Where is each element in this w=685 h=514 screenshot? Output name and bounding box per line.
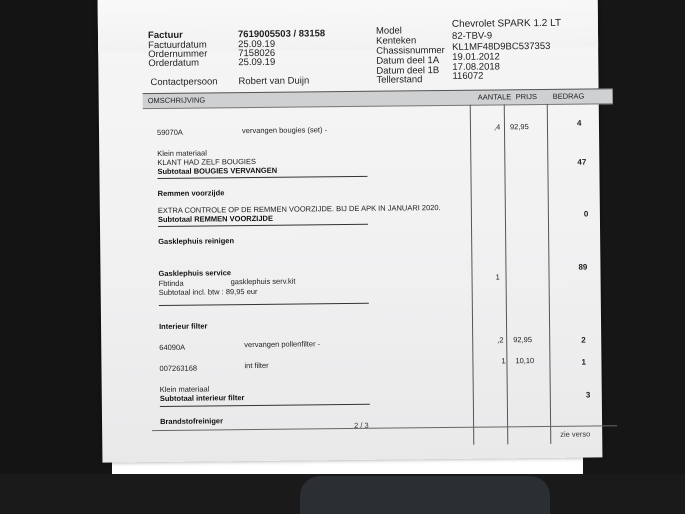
- page-footer-rule: [152, 425, 617, 431]
- line-description: vervangen pollenfilter -: [244, 339, 321, 350]
- line-description: int filter: [244, 360, 269, 371]
- kenteken-value: 82-TBV-9: [451, 30, 493, 42]
- subtotal-rule: [160, 404, 370, 407]
- klant-note: KLANT HAD ZELF BOUGIES: [157, 156, 257, 168]
- column-divider: [470, 105, 475, 445]
- subtotal-rule: [157, 176, 367, 179]
- chassis-value: KL1MF48D9BC537353: [452, 40, 551, 53]
- page-number: 2 / 3: [354, 420, 369, 430]
- subtotal-remmen-amount: 0: [583, 209, 589, 219]
- klein-materiaal: Klein materiaal: [157, 148, 207, 159]
- col-aantal: AANTALE: [477, 92, 512, 102]
- factuurdatum-value: 25.09.19: [238, 38, 276, 51]
- deel1b-label: Datum deel 1B: [376, 65, 440, 77]
- subtotal-interieur: Subtotaal interieur filter: [159, 393, 245, 404]
- line-amount: 89: [578, 262, 588, 272]
- tellerstand-label: Tellerstand: [376, 74, 423, 86]
- extra-controle-note: EXTRA CONTROLE OP DE REMMEN VOORZIJDE. BIJ DE APK IN JANUARI 2020.: [157, 203, 441, 216]
- line-amount: 2: [581, 335, 586, 345]
- ordernummer-label: Ordernummer: [148, 48, 208, 61]
- column-divider: [504, 104, 509, 444]
- zie-verso: zie verso: [560, 429, 591, 439]
- line-code: 007263168: [159, 363, 198, 374]
- factuurdatum-label: Factuurdatum: [148, 39, 207, 52]
- line-code: 59070A: [156, 127, 183, 138]
- line-amount: 4: [576, 118, 582, 128]
- line-code: Fbtinda: [158, 278, 184, 289]
- line-price: 92,95: [509, 122, 529, 132]
- kenteken-label: Kenteken: [376, 35, 417, 47]
- line-description: gasklephuis serv.kit: [230, 276, 296, 287]
- model-label: Model: [375, 25, 402, 37]
- subtotal-rule: [159, 303, 369, 306]
- factuur-label: Factuur: [147, 29, 183, 42]
- invoice-page: [98, 0, 603, 463]
- subtotal-rule: [158, 224, 368, 227]
- orderdatum-value: 25.09.19: [238, 56, 276, 69]
- column-divider: [547, 104, 552, 444]
- background-left: [0, 0, 112, 514]
- factuur-value: 7619005503 / 83158: [237, 28, 326, 41]
- subtotal-interieur-amount: 3: [585, 390, 591, 400]
- line-code: 64090A: [159, 342, 186, 353]
- line-price: 92,95: [513, 335, 533, 345]
- section-interieur-filter: Interieur filter: [159, 321, 208, 332]
- ordernummer-value: 7158026: [238, 47, 276, 60]
- line-price: 10,10: [515, 356, 535, 366]
- deel1b-value: 17.08.2018: [452, 61, 500, 73]
- line-quantity: ,4: [493, 122, 501, 132]
- subtotal-remmen: Subtotaal REMMEN VOORZIJDE: [157, 213, 273, 225]
- col-prijs: PRIJS: [515, 92, 537, 102]
- contact-label: Contactpersoon: [150, 76, 218, 89]
- orderdatum-label: Orderdatum: [148, 57, 200, 70]
- line-amount: 1: [581, 357, 586, 367]
- chassis-label: Chassisnummer: [376, 44, 445, 57]
- background-object: [300, 476, 550, 514]
- table-header: [143, 88, 613, 109]
- deel1a-label: Datum deel 1A: [376, 55, 440, 67]
- line-description: vervangen bougies (set) -: [241, 125, 328, 136]
- section-remmen: Remmen voorzijde: [157, 188, 225, 199]
- col-bedrag: BEDRAG: [552, 91, 585, 101]
- section-gasklep-reinigen: Gasklephuis reinigen: [158, 236, 235, 247]
- contact-value: Robert van Duijn: [238, 75, 310, 88]
- line-quantity: 1: [495, 272, 500, 282]
- col-omschrijving: OMSCHRIJVING: [147, 95, 206, 106]
- subtotal-incl-btw: Subtotaal incl. btw : 89,95 eur: [158, 286, 258, 298]
- subtotal-bougies: Subtotaal BOUGIES VERVANGEN: [157, 165, 278, 177]
- klein-materiaal: Klein materiaal: [159, 384, 210, 395]
- line-quantity: 1: [501, 356, 506, 366]
- deel1a-value: 19.01.2012: [452, 51, 500, 63]
- subtotal-bougies-amount: 47: [577, 157, 587, 167]
- section-gasklep-service: Gasklephuis service: [158, 268, 232, 279]
- line-quantity: ,2: [497, 335, 504, 345]
- section-brandstofreiniger: Brandstofreiniger: [160, 416, 224, 426]
- model-value: Chevrolet SPARK 1.2 LT: [451, 17, 562, 30]
- tellerstand-value: 116072: [452, 70, 484, 82]
